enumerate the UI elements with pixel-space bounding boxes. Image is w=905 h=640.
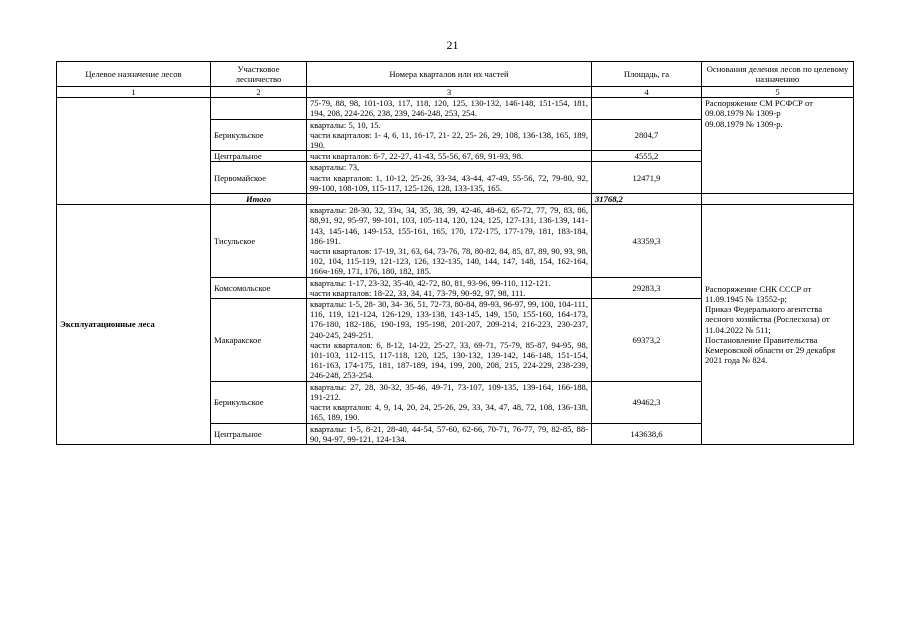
area-cell-empty xyxy=(592,98,702,119)
quarters-cell: кварталы: 5, 10, 15. части кварталов: 1- 4, 6, 11, 16-17, 21- 22, 25- 26, 29, 108, 136-138, 165, 189, 190. xyxy=(307,119,592,151)
quarters-cell: кварталы: 27, 28, 30-32, 35-46, 49-71, 73-107, 109-135, 139-164, 166-188, 191-212. части кварталов: 4, 9, 14, 20, 24, 25-26, 29, 33, 34, 47, 48, 72, 108, 136-138, 165, 189, 190. xyxy=(307,381,592,423)
header-quarters: Номера кварталов или их частей xyxy=(307,62,592,87)
header-basis: Основания деления лесов по целевому назначению xyxy=(702,62,854,87)
table-row xyxy=(57,98,854,119)
district-cell: Берикульское xyxy=(211,381,307,423)
basis-cell: Распоряжение СМ РСФСР от 09.08.1979 № 1309-р 09.08.1979 № 1309-р. xyxy=(702,98,854,194)
district-cell: Тисульское xyxy=(211,205,307,277)
district-cell: Центральное xyxy=(211,151,307,162)
area-cell: 12471,9 xyxy=(592,162,702,194)
quarters-cell: 75-79, 88, 98, 101-103, 117, 118, 120, 125, 130-132, 146-148, 151-154, 181, 194, 208, 224-226, 238, 239, 246-248, 253, 254. xyxy=(307,98,592,119)
total-label: Итого xyxy=(211,194,307,205)
district-cell: Макаракское xyxy=(211,299,307,382)
area-cell: 143638,6 xyxy=(592,423,702,444)
basis-cell: Распоряжение СНК СССР от 11.09.1945 № 13552-р; Приказ Федерального агентства лесного хозяйства (Рослесхоза) от 11.04.2022 № 511; Постановление Правительства Кемеровской области от 29 декабря 2021 года № 824. xyxy=(702,205,854,445)
area-cell: 49462,3 xyxy=(592,381,702,423)
header-row xyxy=(57,62,854,87)
quarters-cell: части кварталов: 6-7, 22-27, 41-43, 55-56, 67, 69, 91-93, 98. xyxy=(307,151,592,162)
column-number: 3 xyxy=(307,87,592,98)
forest-division-table xyxy=(56,61,854,445)
quarters-cell: кварталы: 1-5, 28- 30, 34- 36, 51, 72-73, 80-84, 89-93, 96-97, 99, 100, 104-111, 116, 119, 121-124, 126-129, 133-138, 143-145, 149, 150, 155-160, 164-173, 176-180, 182-186, 190-193, 195-198, 201-207, 209-214, 216-223, 230-237, 240-245, 249-251. части кварталов: 6, 8-12, 14-22, 25-27, 33, 69-71, 75-79, 85-87, 94-95, 98, 101-103, 112-115, 117-118, 120, 125, 130-132, 139-142, 146-148, 151-154, 161-163, 174-175, 181, 187-189, 194, 199, 200, 208, 215, 224-229, 238-239, 246-248, 253-254. xyxy=(307,299,592,382)
area-cell: 2804,7 xyxy=(592,119,702,151)
quarters-cell-empty xyxy=(307,194,592,205)
column-number-row xyxy=(57,87,854,98)
district-cell: Первомайское xyxy=(211,162,307,194)
purpose-cell: Эксплуатационные леса xyxy=(57,205,211,445)
total-value: 31768,2 xyxy=(592,194,702,205)
header-area: Площадь, га xyxy=(592,62,702,87)
district-cell-empty xyxy=(211,98,307,119)
purpose-cell-empty xyxy=(57,98,211,205)
header-district: Участковое лесничество xyxy=(211,62,307,87)
column-number: 2 xyxy=(211,87,307,98)
quarters-cell: кварталы: 1-17, 23-32, 35-40, 42-72, 80, 81, 93-96, 99-110, 112-121. части кварталов: 18-22, 33, 34, 41, 73-79, 90-92, 97, 98, 111. xyxy=(307,277,592,298)
area-cell: 4555,2 xyxy=(592,151,702,162)
area-cell: 69373,2 xyxy=(592,299,702,382)
column-number: 5 xyxy=(702,87,854,98)
page-number: 21 xyxy=(446,38,459,52)
quarters-cell: кварталы: 28-30, 32, 33ч, 34, 35, 38, 39, 42-46, 48-62, 65-72, 77, 79, 83, 86, 88,91, 92, 95-97, 99-101, 103, 105-114, 120, 124, 125, 127-131, 136-139, 141-143, 145-146, 149-153, 155-161, 165, 170, 172-175, 177-179, 181, 183-184, 186-191. части кварталов: 17-19, 31, 63, 64, 73-76, 78, 80-82, 84, 85, 87, 89, 90, 93, 98, 102, 104, 115-119, 121-123, 126, 132-135, 140, 144, 147, 148, 154, 162-164, 166ч-169, 171, 176, 180, 182, 185. xyxy=(307,205,592,277)
quarters-cell: кварталы: 1-5, 8-21, 28-40, 44-54, 57-60, 62-66, 70-71, 76-77, 79, 82-85, 88-90, 94-97, 99-121, 124-134. xyxy=(307,423,592,444)
district-cell: Комсомольское xyxy=(211,277,307,298)
quarters-cell: кварталы: 73, части кварталов: 1, 10-12, 25-26, 33-34, 43-44, 47-49, 55-56, 72, 79-80, 92, 99-100, 108-109, 115-117, 125-126, 128, 133-135, 165. xyxy=(307,162,592,194)
district-cell: Центральное xyxy=(211,423,307,444)
column-number: 1 xyxy=(57,87,211,98)
area-cell: 43359,3 xyxy=(592,205,702,277)
column-number: 4 xyxy=(592,87,702,98)
basis-cell-empty xyxy=(702,194,854,205)
table-row xyxy=(57,205,854,277)
area-cell: 29283,3 xyxy=(592,277,702,298)
header-purpose: Целевое назначение лесов xyxy=(57,62,211,87)
district-cell: Берикульское xyxy=(211,119,307,151)
